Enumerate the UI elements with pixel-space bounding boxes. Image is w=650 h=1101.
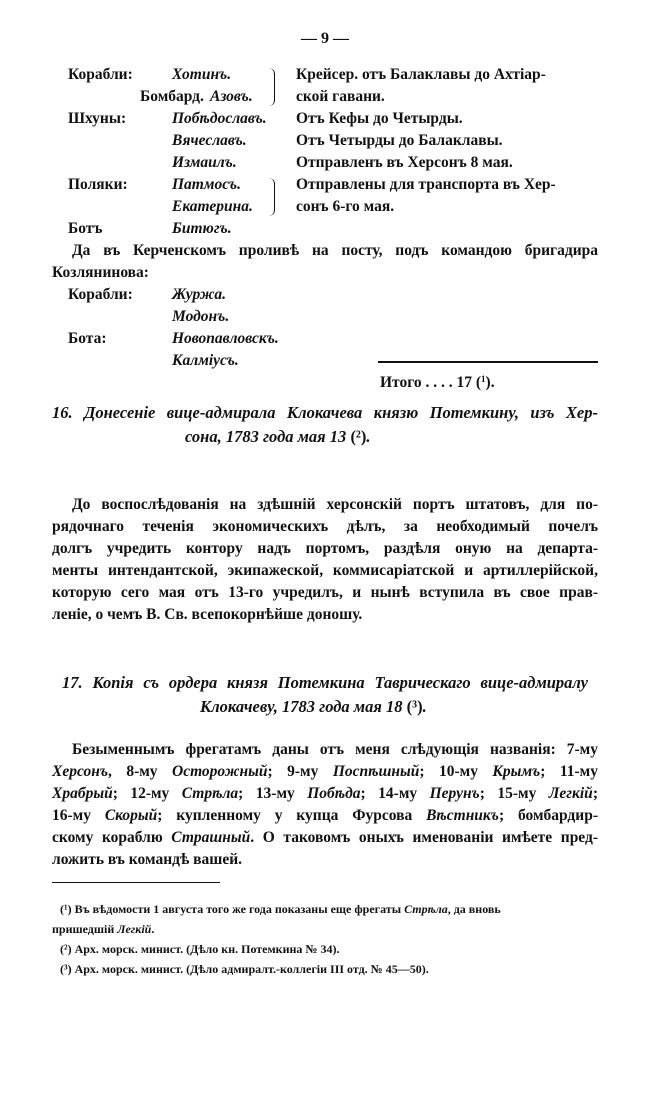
list-item: [0, 306, 650, 328]
text-line: [52, 516, 598, 538]
italic-text: Побѣда: [307, 785, 361, 802]
ship-type: Корабли:: [68, 66, 133, 83]
ship-note: ской гавани.: [296, 88, 385, 105]
total-line: Итого . . . . 17 ($^1$).: [380, 374, 495, 391]
ship-note: Крейсер. отъ Балаклавы до Ахтiар-: [296, 66, 546, 83]
text-segment: 16. Донесеніе вице-адмирала Клокачева князю Потемкину, изъ Хер-: [52, 403, 598, 422]
ship-type: Бомбард.: [140, 88, 204, 105]
footnote-line: [60, 940, 339, 958]
text-segment: Безыменнымъ фрегатамъ даны отъ меня слѣдующія названія: 7-му: [72, 741, 598, 758]
list-item: [0, 64, 650, 86]
ship-type: Шхуны:: [68, 110, 127, 127]
text-line: [52, 604, 598, 626]
text-line: Да въ Керченскомъ проливѣ на посту, подъ командою бригадира: [72, 242, 598, 259]
text-segment: 16-му: [52, 807, 105, 824]
brace: [266, 178, 275, 216]
brace: [266, 68, 275, 106]
heading-line: [200, 696, 427, 718]
text-segment: ; 15-му: [479, 785, 549, 802]
ship-note: Отправленъ въ Херсонъ 8 мая.: [296, 154, 513, 171]
page-number: — 9 —: [301, 30, 349, 47]
text-line: [72, 494, 598, 516]
text-segment: (³): [406, 697, 423, 716]
text-segment: леніе, о чемъ В. Св. всепокорнѣйше доношу.: [52, 606, 363, 623]
heading-line: [185, 426, 371, 448]
ship-note: Отъ Четырды до Балаклавы.: [296, 132, 503, 149]
italic-text: Страшный: [171, 829, 251, 846]
text-segment: ; 14-му: [360, 785, 430, 802]
text-line: [52, 761, 598, 783]
text-line: [52, 827, 598, 849]
italic-text: Стрѣла: [181, 785, 239, 802]
text-segment: рядочнаго теченія экономическихъ дѣлъ, за необходимый почелъ: [52, 518, 598, 535]
text-segment: ; 12-му: [112, 785, 182, 802]
text-line: Козлянинова:: [52, 264, 149, 281]
text-segment: 17. Копія съ ордера князя Потемкина Таврическаго вице-адмиралу: [62, 673, 588, 692]
list-item: [0, 196, 650, 218]
ship-name: Екатерина.: [172, 198, 253, 215]
footnote-ref: 1: [481, 374, 486, 384]
total-label: Итого . . . . 17: [380, 374, 472, 391]
footnote-line: [60, 900, 501, 918]
ship-name: Патмосъ.: [172, 176, 241, 193]
ship-name: Азовъ.: [210, 88, 253, 105]
ship-name: Модонъ.: [172, 308, 230, 325]
text-segment: ; 10-му: [419, 763, 493, 780]
text-segment: ; 9-му: [267, 763, 333, 780]
text-segment: . О таковомъ оныхъ именованіи имѣете пред-: [250, 829, 598, 846]
text-line: [52, 849, 598, 871]
italic-text: Храбрый: [52, 785, 113, 802]
text-segment: скому кораблю: [52, 829, 172, 846]
ship-name: Новопавловскъ.: [172, 330, 279, 347]
list-item: [0, 218, 650, 240]
text-segment: (³) Арх. морск. минист. (Дѣло адмиралт.-коллегіи III отд. № 45—50).: [60, 962, 429, 976]
list-item: [0, 174, 650, 196]
italic-text: Осторожный: [172, 763, 268, 780]
heading-line: [62, 672, 588, 694]
italic-text: Стрѣла: [404, 902, 448, 916]
text-segment: ложить въ командѣ вашей.: [52, 851, 243, 868]
text-segment: (¹) Въ вѣдомости 1 августа того же года показаны еще фрегаты: [60, 902, 405, 916]
ship-type: Поляки:: [68, 176, 128, 193]
italic-text: Крымъ: [492, 763, 541, 780]
text-line: [52, 560, 598, 582]
ship-note: Отправлены для транспорта въ Хер-: [296, 176, 556, 193]
text-segment: ; купленному у купца Фурсова: [157, 807, 427, 824]
total-rule: [378, 361, 598, 363]
text-segment: .: [151, 922, 155, 936]
ship-name: Побѣдославъ.: [172, 110, 267, 127]
footnote-line: [52, 920, 154, 938]
text-segment: ; бомбардир-: [498, 807, 598, 824]
text-segment: До воспослѣдованія на здѣшній херсонскій портъ штатовъ, для по-: [72, 496, 598, 513]
ship-note: Отъ Кефы до Четырды.: [296, 110, 463, 127]
italic-text: Легкій: [548, 785, 593, 802]
ship-name: Хотинъ.: [172, 66, 232, 83]
ship-type: Ботъ: [68, 220, 103, 237]
ship-name: Журжа.: [172, 286, 226, 303]
text-segment: менты интендантской, экипажеской, коммисаріатской и артиллерійской,: [52, 562, 598, 579]
text-segment: ; 11-му: [540, 763, 598, 780]
ship-type: Корабли:: [68, 286, 133, 303]
text-line: [72, 739, 598, 761]
list-item: [0, 86, 650, 108]
list-item: [0, 130, 650, 152]
text-segment: Клокачеву, 1783 года мая 18: [200, 697, 407, 716]
text-segment: , да вновь: [447, 902, 501, 916]
text-segment: ; 13-му: [238, 785, 308, 802]
list-item: [0, 328, 650, 350]
italic-text: Поспѣшный: [332, 763, 420, 780]
ship-name: Калміусъ.: [172, 352, 239, 369]
text-segment: (²): [350, 427, 367, 446]
text-segment: сона, 1783 года мая 13: [185, 427, 351, 446]
ship-name: Битюгъ.: [172, 220, 232, 237]
italic-text: Скорый: [104, 807, 158, 824]
ship-name: Вячеславъ.: [172, 132, 247, 149]
text-segment: (²) Арх. морск. минист. (Дѣло кн. Потемкина № 34).: [60, 942, 340, 956]
text-line: [52, 783, 598, 805]
ship-name: Измаилъ.: [172, 154, 237, 171]
footnote-rule: [52, 882, 220, 883]
text-segment: долгъ учредить контору надъ портомъ, раздѣля оную на департа-: [52, 540, 598, 557]
list-item: [0, 152, 650, 174]
text-segment: которую сего мая отъ 13-го учредилъ, и нынѣ вступила въ свое прав-: [52, 584, 598, 601]
italic-text: Херсонъ: [52, 763, 108, 780]
heading-line: [52, 402, 598, 424]
ship-note: сонъ 6-го мая.: [296, 198, 395, 215]
italic-text: Перунъ: [429, 785, 480, 802]
italic-text: Легкій: [117, 922, 152, 936]
text-line: [52, 538, 598, 560]
list-item: [0, 108, 650, 130]
list-item: [0, 284, 650, 306]
text-segment: , 8-му: [107, 763, 172, 780]
text-segment: .: [422, 697, 427, 716]
italic-text: Вѣстникъ: [426, 807, 499, 824]
text-line: [52, 805, 598, 827]
text-segment: .: [366, 427, 371, 446]
ship-type: Бота:: [68, 330, 107, 347]
footnote-line: [60, 960, 429, 978]
text-segment: ;: [592, 785, 598, 802]
text-line: [52, 582, 598, 604]
text-segment: пришедшій: [52, 922, 118, 936]
